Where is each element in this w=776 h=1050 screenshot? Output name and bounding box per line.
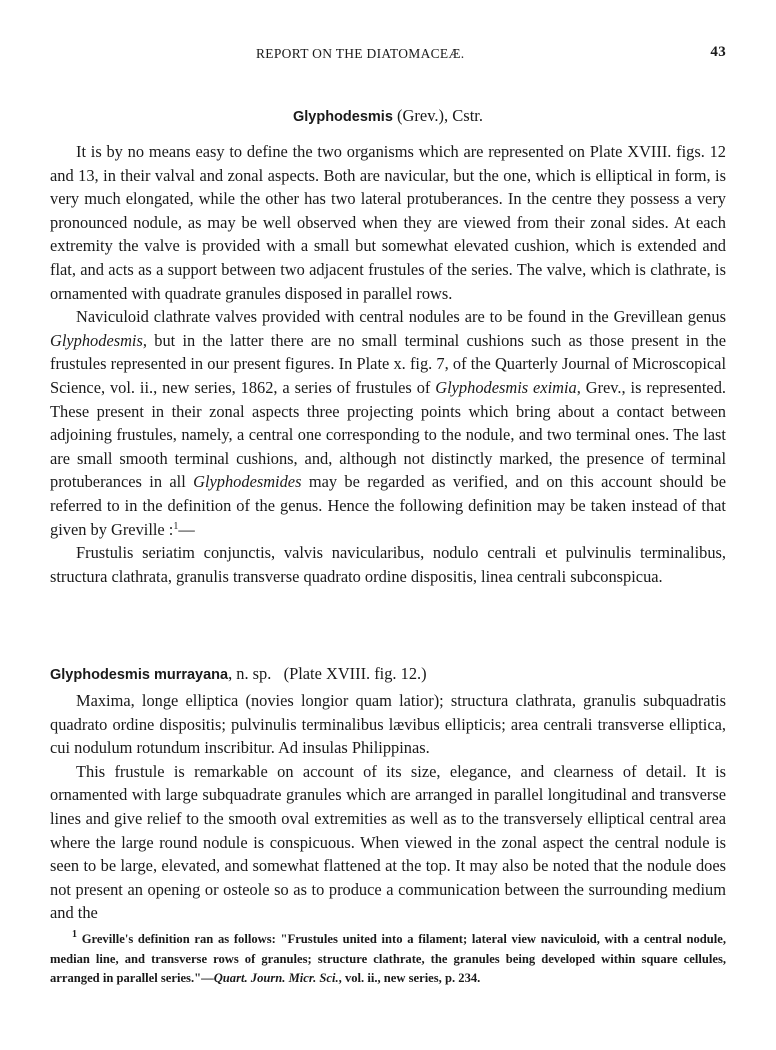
section-body xyxy=(50,140,726,588)
journal-title: Quart. Journ. Micr. Sci. xyxy=(213,971,339,985)
species-name: Glyphodesmis murrayana xyxy=(50,667,229,683)
section-heading xyxy=(50,106,726,126)
plate-reference: (Plate XVIII. fig. 12.) xyxy=(283,664,427,683)
paragraph-2: Naviculoid clathrate valves provided with central nodules are to be found in the Grevillean genus Glyphodesmis, but in the latter there are no small terminal cushions such as those present in the frustules represented in our present figures. In Plate x. fig. 7, of the Quarterly Journal of Microscopical Science, vol. ii., new series, 1862, a series of frustules of Glyphodesmis eximia, Grev., is represented. These present in their zonal aspects three projecting points which bring about a contact between adjoining frustules, namely, a central one corresponding to the nodule, and two terminal ones. The last are small smooth terminal cushions, and, although not distinctly marked, the presence of terminal protuberances in all Glyphodesmides may be regarded as verified, and on this account should be referred to in the definition of the genus. Hence the following definition may be taken instead of that given by Greville :$^1$— xyxy=(50,307,726,539)
paragraph-1: It is by no means easy to define the two organisms which are represented on Plate XVIII. figs. 12 and 13, in their valval and zonal aspects. Both are navicular, but the one, which is elliptical in form, is very much elongated, while the other has two lateral protuberances. In the centre they possess a very pronounced nodule, as may be well observed when they are viewed from their zonal sides. At each extremity the valve is provided with a small but somewhat elevated cushion, which is extended and flat, and acts as a support between two adjacent frustules of the series. The valve, which is clathrate, is ornamented with quadrate granules disposed in parallel rows. xyxy=(50,142,726,303)
running-title: REPORT ON THE DIATOMACEÆ. xyxy=(256,46,465,61)
species-diagnosis: Maxima, longe elliptica (novies longior quam latior); structura clathrata, granulis subquadratis quadrato ordine dispositis; pulvinulis terminalibus lævibus ellipticis; area centrali transverse elliptica, cui nodulum rotundum inscribitur. Ad insulas Philippinas. xyxy=(50,691,726,758)
running-header xyxy=(50,44,726,64)
page-number: 43 xyxy=(710,44,726,60)
species-body xyxy=(50,689,726,925)
footnote-ref: 1 xyxy=(173,520,179,532)
footnote-marker: 1 xyxy=(72,929,77,940)
latin-definition: Frustulis seriatim conjunctis, valvis navicularibus, nodulo centrali et pulvinulis terminalibus, structura clathrata, granulis transverse quadrato ordine dispositis, linea centrali subconspicua. xyxy=(50,543,726,586)
species-description: This frustule is remarkable on account of its size, elegance, and clearness of detail. It is ornamented with large subquadrate granules which are arranged in parallel longitudinal and transverse lines and give relief to the smooth oval extremities as well as to the transversely elliptical central area where the large round nodule is conspicuous. When viewed in the zonal aspect the central nodule is seen to be large, elevated, and somewhat flattened at the top. It may also be noted that the nodule does not present an opening or osteole so as to produce a communication between the surrounding medium and the xyxy=(50,761,726,923)
taxon-glyphodesmis: Glyphodesmis xyxy=(50,330,143,350)
taxon-glyphodesmis-eximia: Glyphodesmis eximia xyxy=(435,377,577,397)
species-heading: Glyphodesmis murrayana, n. sp. (Plate XVIII. fig. 12.) xyxy=(50,664,427,683)
taxon-glyphodesmides: Glyphodesmides xyxy=(193,472,302,492)
genus-authority: (Grev.), Cstr. xyxy=(392,106,484,125)
genus-name: Glyphodesmis xyxy=(292,109,393,125)
footnote: $^1$ Greville's definition ran as follows: "Frustules united into a filament; lateral view naviculoid, with a central nodule, median line, and transverse rows of granules; structure clathrate, the granules being developed within square cellules, arranged in parallel series."—Quart. Journ. Micr. Sci., vol. ii., new series, p. 234. xyxy=(50,929,726,985)
